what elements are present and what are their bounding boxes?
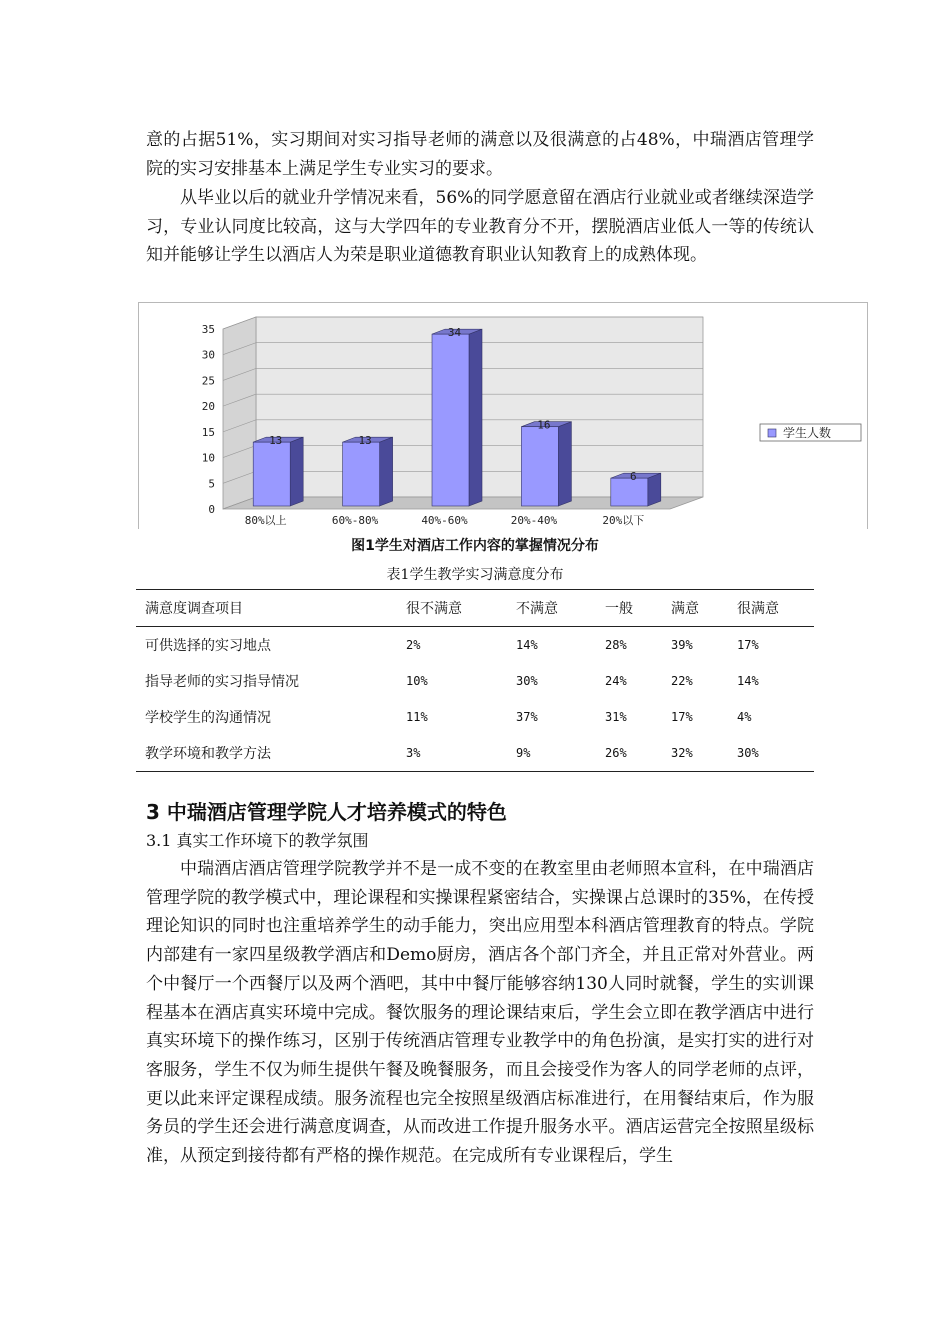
table-header-cell: 满意 xyxy=(671,601,699,617)
table-header-row xyxy=(136,590,814,627)
table-cell: 14% xyxy=(516,638,538,652)
x-tick-label: 20%-40% xyxy=(510,514,558,527)
x-tick-label: 40%-60% xyxy=(421,514,468,527)
bar-side xyxy=(469,329,482,506)
table-header-cell: 满意度调查项目 xyxy=(145,601,243,617)
paragraph-employment: 从毕业以后的就业升学情况来看，56%的同学愿意留在酒店行业就业或者继续深造学习，专业认同度比较高，这与大学四年的专业教育分不开，摆脱酒店业低人一等的传统认知并能够让学生以酒店人为荣是职业道德教育职业认知教育上的成熟体现。 xyxy=(146,188,814,266)
table-cell: 31% xyxy=(605,710,627,724)
data-label: 13 xyxy=(269,434,283,448)
table-cell: 9% xyxy=(516,746,531,760)
table-header-cell: 很满意 xyxy=(737,601,779,617)
table-header-cell: 很不满意 xyxy=(406,601,462,617)
x-tick-label: 80%以上 xyxy=(244,514,287,527)
legend-label: 学生人数 xyxy=(783,426,832,440)
chart-canvas xyxy=(139,303,867,529)
section-heading: 3 中瑞酒店管理学院人才培养模式的特色 xyxy=(146,800,507,824)
subsection-heading: 3.1 真实工作环境下的教学氛围 xyxy=(146,831,369,850)
table-cell: 37% xyxy=(516,710,538,724)
table-row xyxy=(136,627,814,664)
table-row xyxy=(136,735,814,772)
y-tick-label: 20 xyxy=(201,400,215,414)
table-caption: 表1学生教学实习满意度分布 xyxy=(386,567,564,583)
bar-chart xyxy=(138,302,868,529)
table-cell: 28% xyxy=(605,638,627,652)
table-cell: 17% xyxy=(737,638,759,652)
table-cell: 3% xyxy=(406,746,421,760)
table-cell: 30% xyxy=(737,746,759,760)
table-cell: 教学环境和教学方法 xyxy=(145,746,271,762)
table-cell: 26% xyxy=(605,746,627,760)
paragraph-satisfaction: 意的占据51%，实习期间对实习指导老师的满意以及很满意的占48%，中瑞酒店管理学院的实习安排基本上满足学生专业实习的要求。 xyxy=(146,130,814,179)
table-row xyxy=(136,699,814,735)
data-label: 6 xyxy=(629,470,637,484)
bar xyxy=(343,442,380,506)
figure-caption: 图1学生对酒店工作内容的掌握情况分布 xyxy=(351,538,599,554)
bar-side xyxy=(558,422,571,506)
table-cell: 11% xyxy=(406,710,428,724)
table-cell: 10% xyxy=(406,674,428,688)
x-tick-label: 60%-80% xyxy=(331,514,379,527)
data-label: 34 xyxy=(447,326,462,340)
paragraph-teaching-model: 中瑞酒店酒店管理学院教学并不是一成不变的在教室里由老师照本宣科，在中瑞酒店管理学院的教学模式中，理论课程和实操课程紧密结合，实操课占总课时的35%，在传授理论知识的同时也注重培养学生的动手能力，突出应用型本科酒店管理教育的特点。学院内部建有一家四星级教学酒店和Demo厨房，酒店各个部门齐全，并且正常对外营业。两个中餐厅一个西餐厅以及两个酒吧，其中中餐厅能够容纳130人同时就餐，学生的实训课程基本在酒店真实环境中完成。餐饮服务的理论课结束后，学生会立即在教学酒店中进行真实环境下的操作练习，区别于传统酒店管理专业教学中的角色扮演，是实打实的进行对客服务，学生不仅为师生提供午餐及晚餐服务，而且会接受作为客人的同学老师的点评，更以此来评定课程成绩。服务流程也完全按照星级酒店标准进行，在用餐结束后，作为服务员的学生还会进行满意度调查，从而改进工作提升服务水平。酒店运营完全按照星级标准，从预定到接待都有严格的操作规范。在完成所有专业课程后，学生 xyxy=(146,859,814,1167)
table-cell: 14% xyxy=(737,674,759,688)
y-tick-label: 5 xyxy=(208,477,215,491)
table-cell: 32% xyxy=(671,746,693,760)
table-cell: 17% xyxy=(671,710,693,724)
bar-side xyxy=(380,437,393,506)
bar xyxy=(253,442,290,506)
x-tick-label: 20%以下 xyxy=(602,514,645,527)
table-header-cell: 一般 xyxy=(605,601,633,617)
table-cell: 39% xyxy=(671,638,693,652)
bar xyxy=(521,427,558,506)
bar-side xyxy=(648,473,661,506)
y-tick-label: 15 xyxy=(201,425,215,439)
y-tick-label: 30 xyxy=(201,348,215,362)
table-cell: 2% xyxy=(406,638,421,652)
table-header-cell: 不满意 xyxy=(516,601,558,617)
table-cell: 4% xyxy=(737,710,752,724)
table-cell: 30% xyxy=(516,674,538,688)
y-tick-label: 0 xyxy=(208,503,215,516)
table-cell: 可供选择的实习地点 xyxy=(145,638,271,654)
table-cell: 学校学生的沟通情况 xyxy=(145,710,271,726)
table-cell: 指导老师的实习指导情况 xyxy=(145,674,299,690)
table-cell: 22% xyxy=(671,674,693,688)
bar-side xyxy=(290,437,303,506)
bar xyxy=(432,334,469,506)
legend-swatch xyxy=(768,429,776,437)
chart-side-wall xyxy=(223,317,256,509)
y-tick-label: 35 xyxy=(201,323,215,336)
data-label: 16 xyxy=(537,418,551,432)
table-cell: 24% xyxy=(605,674,627,688)
y-tick-label: 10 xyxy=(201,451,215,465)
y-tick-label: 25 xyxy=(201,374,215,388)
satisfaction-table xyxy=(136,589,814,772)
table-row xyxy=(136,663,814,699)
data-label: 13 xyxy=(358,434,372,448)
